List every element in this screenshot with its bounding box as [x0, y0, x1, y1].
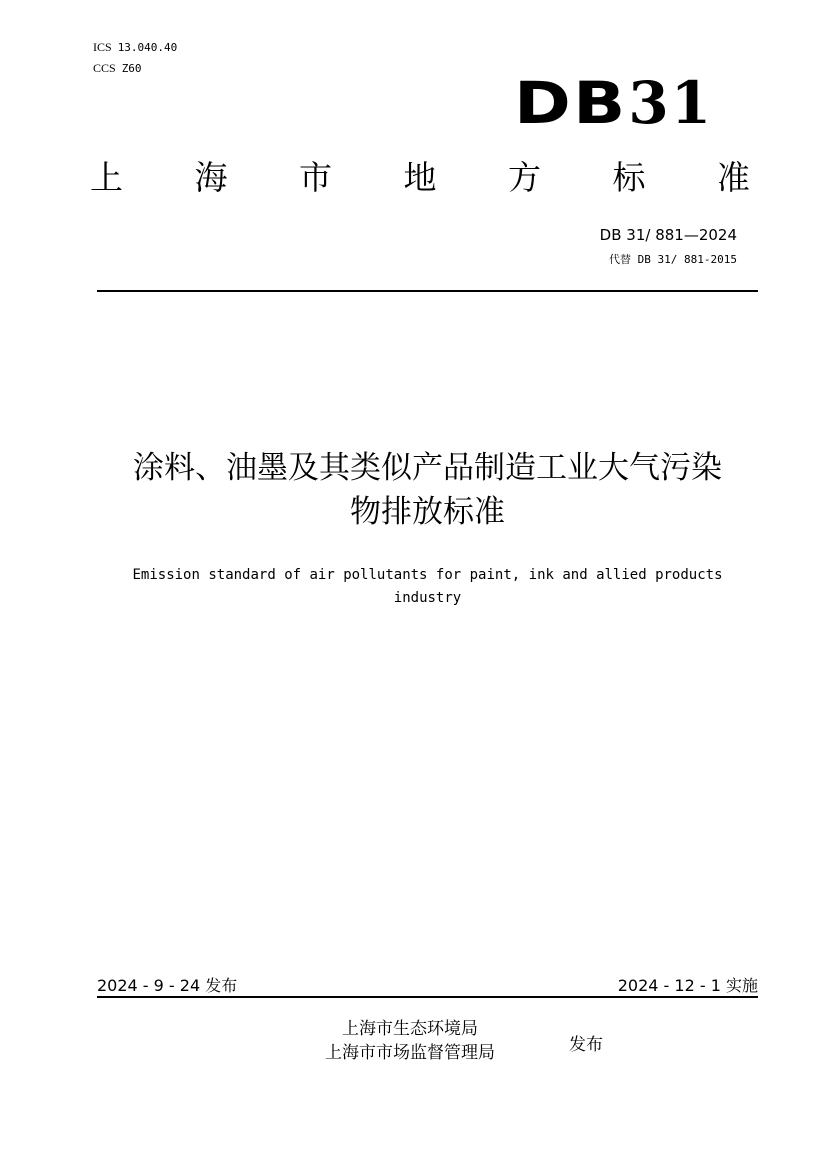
standard-type-char: 标: [612, 158, 646, 197]
ccs-classification: [93, 61, 142, 76]
ics-code: 13.040.40: [117, 41, 178, 54]
db31-logo: [514, 69, 714, 137]
standard-type-char: 市: [299, 158, 332, 197]
ics-classification: [93, 40, 177, 55]
document-title-english: [60, 564, 795, 610]
publisher-name: 上海市生态环境局: [342, 1019, 478, 1039]
logo-number: 31: [628, 69, 714, 137]
document-title-chinese: [60, 446, 795, 534]
standard-type-heading: [90, 160, 750, 196]
title-cn-line: 物排放标准: [350, 494, 505, 530]
standard-type-char: 上: [90, 158, 123, 197]
publishers: [300, 1017, 520, 1065]
standard-type-char: 海: [194, 158, 228, 197]
ics-label: ICS: [93, 40, 112, 54]
title-cn-line: 涂料、油墨及其类似产品制造工业大气污染: [133, 450, 722, 486]
title-en-line: Emission standard of air pollutants for paint, ink and allied products: [132, 567, 723, 583]
footer-divider: [97, 996, 758, 998]
title-en-line: industry: [393, 590, 462, 606]
standard-type-char: 方: [508, 158, 541, 197]
ccs-label: CCS: [93, 61, 116, 75]
standard-type-char: 准: [717, 158, 750, 197]
publish-label: 发布: [569, 1035, 603, 1055]
standard-type-char: 地: [403, 158, 437, 197]
standard-number: DB 31/ 881—2024: [599, 226, 737, 244]
logo-letters: DB: [514, 69, 628, 137]
header-divider: [97, 290, 758, 292]
implementation-date: 2024 - 12 - 1 实施: [617, 976, 758, 995]
ccs-code: Z60: [121, 62, 142, 75]
replaced-standard-number: 代替 DB 31/ 881-2015: [609, 253, 737, 266]
issue-date: 2024 - 9 - 24 发布: [97, 976, 238, 995]
publisher-name: 上海市市场监督管理局: [325, 1043, 495, 1063]
